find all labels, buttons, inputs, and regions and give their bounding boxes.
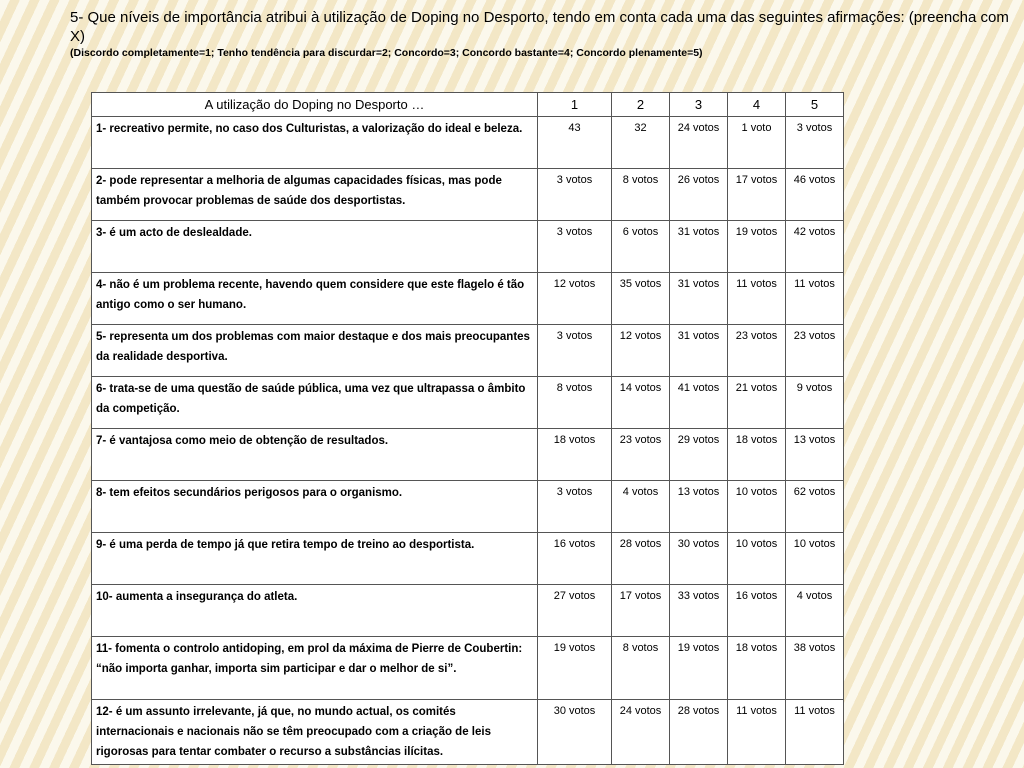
statement-cell: 6- trata-se de uma questão de saúde pública, uma vez que ultrapassa o âmbito da competição.	[92, 377, 538, 429]
statement-cell: 3- é um acto de deslealdade.	[92, 221, 538, 273]
vote-cell: 28 votos	[612, 533, 670, 585]
vote-cell: 13 votos	[786, 429, 844, 481]
vote-cell: 31 votos	[670, 221, 728, 273]
vote-cell: 46 votos	[786, 169, 844, 221]
vote-cell: 10 votos	[786, 533, 844, 585]
statement-cell: 9- é uma perda de tempo já que retira tempo de treino ao desportista.	[92, 533, 538, 585]
vote-cell: 32	[612, 117, 670, 169]
table-row	[92, 585, 844, 637]
vote-cell: 4 votos	[612, 481, 670, 533]
vote-cell: 29 votos	[670, 429, 728, 481]
vote-cell: 24 votos	[670, 117, 728, 169]
vote-cell: 38 votos	[786, 637, 844, 700]
vote-cell: 19 votos	[538, 637, 612, 700]
vote-cell: 3 votos	[538, 221, 612, 273]
column-header-5: 5	[786, 93, 844, 117]
vote-cell: 23 votos	[786, 325, 844, 377]
statement-cell: 10- aumenta a insegurança do atleta.	[92, 585, 538, 637]
statement-cell: 7- é vantajosa como meio de obtenção de resultados.	[92, 429, 538, 481]
vote-cell: 8 votos	[538, 377, 612, 429]
vote-cell: 10 votos	[728, 533, 786, 585]
table-row	[92, 221, 844, 273]
statement-cell: 4- não é um problema recente, havendo quem considere que este flagelo é tão antigo como o ser humano.	[92, 273, 538, 325]
vote-cell: 16 votos	[538, 533, 612, 585]
statement-cell: 8- tem efeitos secundários perigosos para o organismo.	[92, 481, 538, 533]
vote-cell: 16 votos	[728, 585, 786, 637]
vote-cell: 8 votos	[612, 169, 670, 221]
vote-cell: 31 votos	[670, 325, 728, 377]
vote-cell: 3 votos	[538, 169, 612, 221]
table-row	[92, 429, 844, 481]
table-row	[92, 637, 844, 700]
vote-cell: 11 votos	[786, 273, 844, 325]
vote-cell: 21 votos	[728, 377, 786, 429]
statement-cell: 11- fomenta o controlo antidoping, em prol da máxima de Pierre de Coubertin: “não importa ganhar, importa sim participar e dar o melhor de si”.	[92, 637, 538, 700]
vote-cell: 33 votos	[670, 585, 728, 637]
vote-cell: 30 votos	[538, 700, 612, 765]
table-row	[92, 117, 844, 169]
statement-cell: 5- representa um dos problemas com maior destaque e dos mais preocupantes da realidade desportiva.	[92, 325, 538, 377]
table-row	[92, 169, 844, 221]
vote-cell: 12 votos	[538, 273, 612, 325]
table-header-row	[92, 93, 844, 117]
question-text: 5- Que níveis de importância atribui à utilização de Doping no Desporto, tendo em conta cada uma das seguintes afirmações: (preencha com X)	[70, 9, 1009, 45]
vote-cell: 3 votos	[538, 325, 612, 377]
scale-legend: (Discordo completamente=1; Tenho tendência para discurdar=2; Concordo=3; Concordo bastante=4; Concordo plenamente=5)	[70, 47, 703, 59]
vote-cell: 42 votos	[786, 221, 844, 273]
column-header-4: 4	[728, 93, 786, 117]
statement-cell: 1- recreativo permite, no caso dos Culturistas, a valorização do ideal e beleza.	[92, 117, 538, 169]
vote-cell: 17 votos	[728, 169, 786, 221]
statement-cell: 12- é um assunto irrelevante, já que, no mundo actual, os comités internacionais e nacionais não se têm preocupado com a criação de leis rigorosas para tentar combater o recurso a substâncias ilícitas.	[92, 700, 538, 765]
table-row	[92, 325, 844, 377]
vote-cell: 19 votos	[728, 221, 786, 273]
vote-cell: 8 votos	[612, 637, 670, 700]
vote-cell: 18 votos	[538, 429, 612, 481]
vote-cell: 3 votos	[786, 117, 844, 169]
vote-cell: 41 votos	[670, 377, 728, 429]
vote-cell: 3 votos	[538, 481, 612, 533]
vote-cell: 18 votos	[728, 637, 786, 700]
vote-cell: 10 votos	[728, 481, 786, 533]
vote-cell: 23 votos	[612, 429, 670, 481]
vote-cell: 23 votos	[728, 325, 786, 377]
vote-cell: 9 votos	[786, 377, 844, 429]
vote-cell: 6 votos	[612, 221, 670, 273]
table-row	[92, 533, 844, 585]
vote-cell: 27 votos	[538, 585, 612, 637]
vote-cell: 13 votos	[670, 481, 728, 533]
vote-cell: 12 votos	[612, 325, 670, 377]
table-row	[92, 481, 844, 533]
column-header-2: 2	[612, 93, 670, 117]
vote-cell: 1 voto	[728, 117, 786, 169]
column-header-3: 3	[670, 93, 728, 117]
table-row	[92, 377, 844, 429]
vote-cell: 31 votos	[670, 273, 728, 325]
vote-cell: 24 votos	[612, 700, 670, 765]
vote-cell: 19 votos	[670, 637, 728, 700]
column-header-statement: A utilização do Doping no Desporto …	[92, 93, 538, 117]
vote-cell: 4 votos	[786, 585, 844, 637]
vote-cell: 11 votos	[728, 700, 786, 765]
vote-cell: 17 votos	[612, 585, 670, 637]
column-header-1: 1	[538, 93, 612, 117]
survey-results-table	[91, 92, 844, 765]
vote-cell: 30 votos	[670, 533, 728, 585]
statement-cell: 2- pode representar a melhoria de algumas capacidades físicas, mas pode também provocar problemas de saúde dos desportistas.	[92, 169, 538, 221]
vote-cell: 18 votos	[728, 429, 786, 481]
vote-cell: 26 votos	[670, 169, 728, 221]
vote-cell: 11 votos	[728, 273, 786, 325]
vote-cell: 62 votos	[786, 481, 844, 533]
table-row	[92, 700, 844, 765]
vote-cell: 14 votos	[612, 377, 670, 429]
vote-cell: 35 votos	[612, 273, 670, 325]
vote-cell: 43	[538, 117, 612, 169]
vote-cell: 28 votos	[670, 700, 728, 765]
table-row	[92, 273, 844, 325]
vote-cell: 11 votos	[786, 700, 844, 765]
